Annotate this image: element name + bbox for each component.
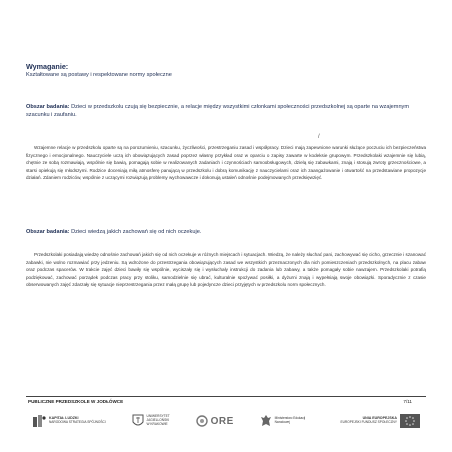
kapital-ludzki-title: KAPITAŁ LUDZKI: [49, 416, 79, 421]
eagle-emblem-icon: [260, 414, 272, 428]
footer-page-number: 7/11: [403, 399, 412, 404]
ore-circle-icon: [196, 415, 208, 427]
research-area-1-text: Dzieci w przedszkolu czują się bezpiecznie, a relacje między wszystkimi członkami społeczności przedszkolnej są oparte na wzajemnym szacunku i zaufaniu.: [26, 104, 410, 119]
university-line-1: UNIWERSYTET: [146, 414, 170, 419]
university-crest-icon: [132, 414, 144, 428]
ore-logo: [196, 415, 234, 427]
ministry-logo: [260, 414, 315, 428]
eu-subtitle: EUROPEJSKI FUNDUSZ SPOŁECZNY: [340, 420, 397, 424]
university-line-2: JAGIELLOŃSKI: [146, 418, 170, 423]
requirement-text: Kształtowane są postawy i respektowane normy społeczne: [26, 72, 172, 78]
requirement-section: [26, 62, 426, 79]
kapital-ludzki-logo: [32, 414, 106, 428]
ore-text: ORE: [210, 415, 234, 427]
paragraph-2: Przedszkolaki posiadają wiedzę odnośnie zachowań jakich się od nich oczekuje w różnych miejscach i sytuacjach. Wiedzą, że należy słuchać pani, zachowywać się cicho, grzecznie i szanować zabawki, nie wolno rozmawiać przy jedzeniu. Są wdrożone do przestrzegania obowiązujących zasad we wszystkich przeznaczonych dla nich pomieszczeniach przedszkolnych, na placu zabaw oraz podczas spacerów. W trakcie zajęć dzieci bawiły się wspólnie, wyciszały się i wysłuchały instrukcji do zadania lub zabawy, a także pomagały sobie nawzajem. Przedszkolaki potrafią podziękować, zachować porządek podczas pracy przy stoliku, samodzielnie się ubrać, kulturalnie spożywać posiłki, a dyżurni znają i wypełniają swoje obowiązki. Sporadycznie z czasie obserwowanych zajęć zdarzały się sytuacje nieprzestrzegania przez małą grupę lub pojedyncze dzieci przyjętych w przedszkolu norm społecznych.: [26, 252, 426, 288]
kapital-ludzki-icon: [32, 414, 46, 428]
paragraph-1: Wzajemne relacje w przedszkolu oparte są na porozumieniu, szacunku, życzliwości, przestrzeganiu zasad i współpracy. Dzieci mają zapewnione warunki służące poczuciu ich bezpieczeństwa fizycznego i emocjonalnego. Nauczyciele uczą ich obowiązujących zasad poprzez własny przykład oraz w oparciu o zapisy zawarte w kodeksie grupowym. Przedszkolaki wzajemnie się lubią, chętnie ze sobą rozmawiają, wspólnie się bawią, pomagają sobie w realizowanych zadaniach i czynnościach samoobsługowych, dzielą się zabawkami, znają i stosują zwroty grzecznościowe, a starsi opiekują się młodszymi. Rodzice doceniają miłą atmosferę panującą w przedszkolu i dobrą komunikację z nauczycielami oraz ich zaangażowanie i otwartość na przedstawiane propozycje działań. Zdaniem rodziców, wspólnie z uczącymi rozwiązują problemy wychowawcze i dokonują ustaleń odnośnie podejmowanych przedsięwzięć.: [26, 145, 426, 181]
research-area-1: [26, 103, 426, 119]
university-logo: [132, 414, 170, 428]
footer-school-name: PUBLICZNE PRZEDSZKOLE W JODŁÓWCE: [28, 399, 124, 404]
research-area-2-label: Obszar badania:: [26, 229, 70, 235]
eu-flag-icon: [400, 414, 420, 428]
footer-logos: [32, 410, 420, 432]
margin-mark: /: [318, 134, 320, 140]
research-area-2-text: Dzieci wiedzą jakich zachowań się od nich oczekuje.: [69, 229, 202, 235]
kapital-ludzki-subtitle: NARODOWA STRATEGIA SPÓJNOŚCI: [49, 420, 106, 424]
university-line-3: W KRAKOWIE: [146, 421, 168, 426]
footer-divider: [26, 396, 426, 397]
research-area-1-label: Obszar badania:: [26, 104, 70, 110]
eu-title: UNIA EUROPEJSKA: [362, 416, 397, 421]
requirement-heading: Wymaganie:: [26, 62, 69, 71]
ministry-text: Ministerstwo Edukacji Narodowej: [274, 416, 306, 424]
research-area-2: [26, 228, 426, 236]
eu-logo: [340, 414, 420, 428]
